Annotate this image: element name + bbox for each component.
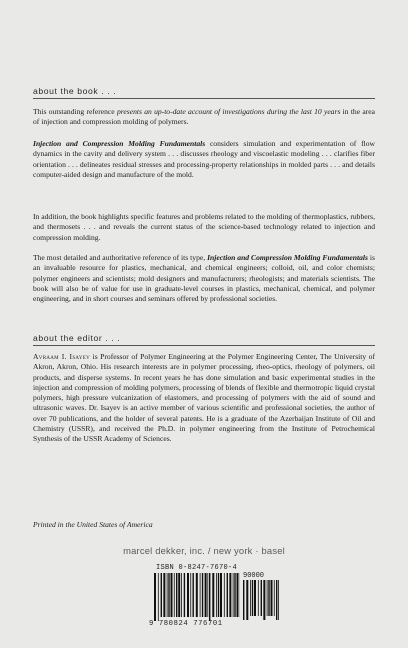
barcode-bar [212, 573, 214, 617]
book-title: Injection and Compression Molding Fundamentals [207, 253, 368, 262]
printed-in-note: Printed in the United States of America [33, 520, 153, 529]
about-book-paragraph-3 [33, 212, 375, 243]
barcode-bar [193, 573, 194, 617]
isbn-text: ISBN 0-8247-7670-4 [156, 564, 238, 572]
barcode-bar [176, 573, 177, 617]
ean-digits-text: 9 780824 776701 [149, 620, 223, 628]
publisher-imprint: marcel dekker, inc. / new york · basel [123, 545, 285, 556]
p1-pre-text: This outstanding reference [33, 107, 117, 116]
barcode-bar [178, 573, 180, 617]
barcode-bar [250, 580, 251, 616]
barcode-bar [261, 580, 262, 616]
barcode-bar [168, 573, 169, 617]
editor-bio: is Professor of Polymer Engineering at the Polymer Engineering Center, The University of Akron, Akron, Ohio. His research interests are in polymer processing, rheo-optics, rheology of polymers, oil products, and disperse systems. In recent years he has done simulation and basic experimental studies in the injection and compression of molding polymers, processing of blends of flexible and thermotropic liquid crystal polymers, high pressure vulcanization of elastomers, and processing of polymers with the aid of sound and ultrasonic waves. Dr. Isayev is an active member of various scientific and professional societies, the author of over 70 publications, and the holder of several patents. He is a graduate of the Azerbaijan Institute of Oil and Chemistry (USSR), and received the Ph.D. in polymer engineering from the Institute of Petrochemical Synthesis of the USSR Academy of Sciences. [33, 352, 376, 444]
p1-post-text: in the area of injection and compression molding of polymers. [33, 107, 375, 127]
barcode-bar [154, 573, 156, 621]
barcode-bar [202, 573, 203, 617]
about-book-heading: about the book . . . [33, 86, 117, 96]
about-book-paragraph-2 [33, 139, 375, 180]
section-rule [33, 345, 375, 346]
barcode-bar [254, 580, 256, 616]
barcode-bar [224, 573, 225, 617]
barcode-bar [243, 580, 244, 620]
about-editor-heading: about the editor . . . [33, 333, 121, 343]
barcode-bar [271, 580, 273, 616]
barcode-block [146, 564, 286, 636]
barcode-bar [263, 580, 265, 620]
barcode-bar [181, 573, 182, 617]
barcode-bar [233, 573, 234, 617]
barcode-bar [200, 573, 201, 617]
barcode-bar [209, 573, 210, 621]
p4-text: is an invaluable resource for plastics, mechanical, and chemical engineers; colloid, oil, and color chemists; polymer engineers and scientists; mold designers and manufacturers; rheologists; and materials scientists. The book will also be of value for use in graduate-level courses in plastics, mechanical, chemical, and polymer engineering, and in short courses and seminars offered by professional societies. [33, 253, 375, 304]
barcode-bar [196, 573, 198, 617]
barcode-bar [174, 573, 175, 617]
barcode-bar [268, 580, 269, 616]
barcode-bar [227, 573, 228, 617]
barcode-bar [190, 573, 191, 617]
about-book-paragraph-4 [33, 253, 375, 304]
barcode-bar [167, 573, 168, 617]
p3-text: In addition, the book highlights specific features and problems related to the molding of thermoplastics, rubbers, and thermosets . . . and reveals the current status of the science-based technology related to injection and compression molding. [33, 212, 375, 242]
barcode-bar [171, 573, 173, 617]
price-code-text: 90000 [243, 572, 265, 580]
p4-pre-text: The most detailed and authoritative reference of its type, [33, 253, 208, 262]
barcode-bar [274, 580, 275, 616]
barcode-bar [220, 573, 222, 617]
barcode-bar [278, 580, 279, 620]
barcode-bar [267, 580, 268, 616]
barcode-bar [207, 573, 208, 617]
about-book-paragraph-1 [33, 107, 375, 128]
barcode-bar [258, 580, 259, 616]
barcode-bar [158, 573, 159, 621]
barcode-bar [163, 573, 165, 617]
p2-text: considers simulation and experimentation of flow dynamics in the cavity and delivery system . . . discusses rheology and viscoelastic modeling . . . clarifies fiber orientation . . . delineates residual stresses and processing-property relationships in molded parts . . . and details computer-aided design and manufacture of the mold. [33, 139, 375, 179]
editor-name: Avraam I. Isayev [33, 352, 91, 361]
ean-barcode [154, 573, 240, 621]
p1-italic-text: presents an up-to-date account of investigations during the last 10 years [116, 107, 341, 116]
about-editor-paragraph [33, 352, 375, 445]
barcode-bar [184, 573, 185, 617]
barcode-bar [205, 573, 207, 617]
barcode-bar [218, 573, 219, 617]
barcode-bar [216, 573, 217, 617]
barcode-bar [237, 573, 239, 617]
barcode-bar [246, 580, 248, 620]
barcode-bar [161, 573, 162, 617]
barcode-bar [229, 573, 231, 617]
barcode-bar [234, 573, 235, 617]
barcode-bar [276, 580, 277, 620]
book-title: Injection and Compression Molding Fundamentals [33, 139, 206, 148]
price-addon-barcode [243, 580, 279, 620]
section-rule [33, 98, 375, 99]
barcode-bar [187, 573, 189, 617]
barcode-bar [252, 580, 253, 616]
